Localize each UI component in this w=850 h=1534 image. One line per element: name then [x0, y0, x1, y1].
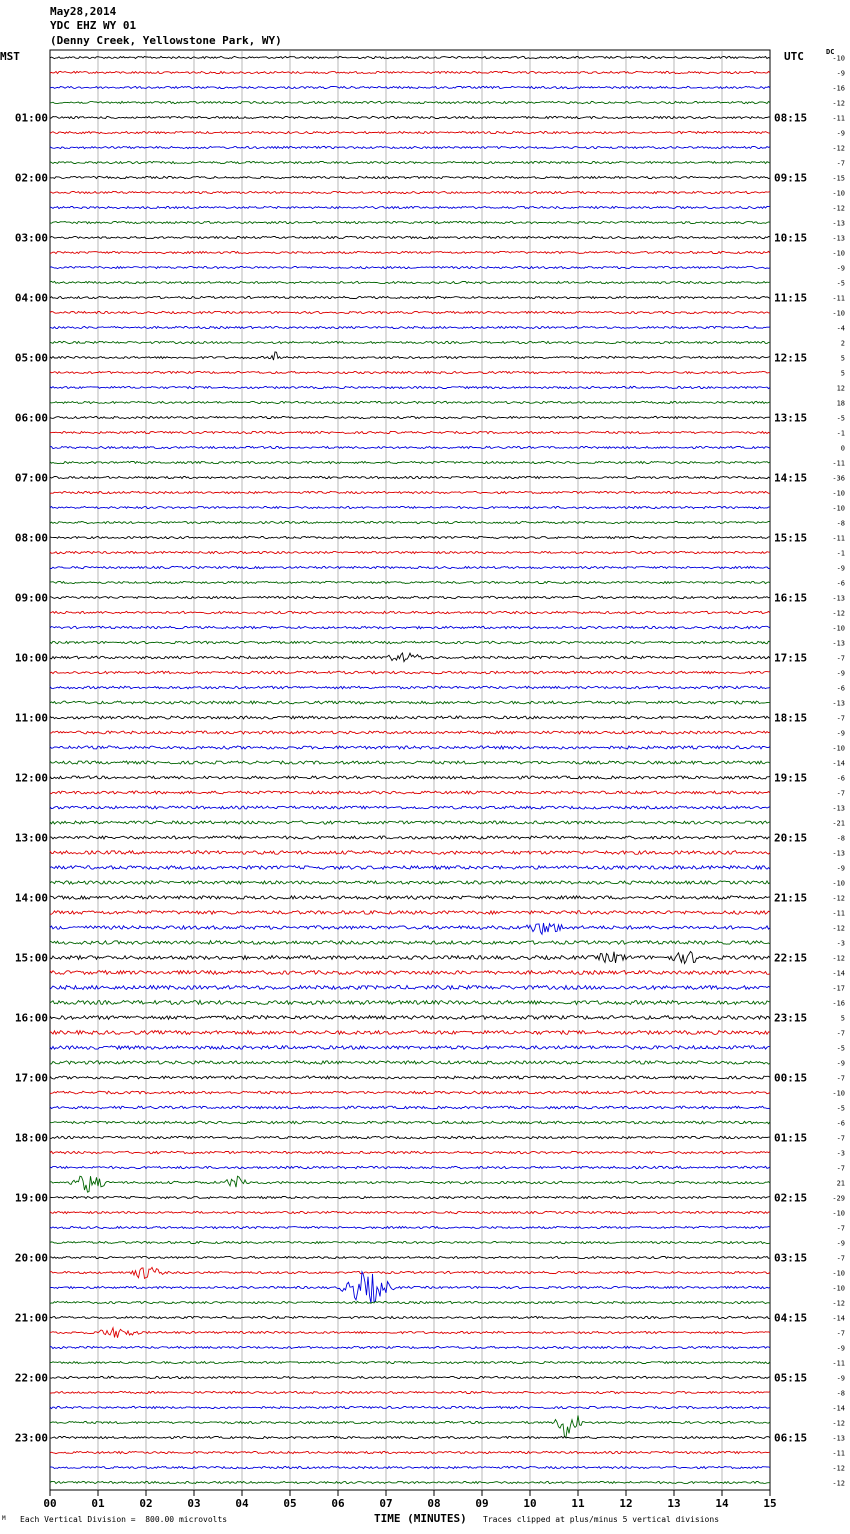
seismic-trace: [50, 671, 770, 674]
seismic-trace: [50, 1091, 770, 1094]
dc-offset-label: -13: [832, 594, 845, 603]
dc-offset-label: -5: [836, 1104, 845, 1113]
dc-offset-label: 5: [840, 354, 845, 363]
dc-offset-label: -12: [832, 924, 845, 933]
seismic-trace: [50, 851, 770, 855]
dc-offset-label: -17: [832, 984, 845, 993]
x-tick-label: 00: [43, 1497, 57, 1510]
seismic-trace: [50, 1272, 770, 1304]
x-tick-label: 03: [187, 1497, 201, 1510]
left-hour-label: 07:00: [14, 471, 48, 485]
x-axis-label: TIME (MINUTES): [374, 1512, 467, 1525]
right-hour-label: 20:15: [774, 831, 808, 845]
dc-offset-label: -11: [832, 534, 845, 543]
seismic-trace: [50, 1151, 770, 1153]
right-hour-label: 01:15: [774, 1131, 808, 1145]
seismic-trace: [50, 221, 770, 223]
dc-offset-label: -7: [836, 1134, 845, 1143]
left-timezone-label: MST: [0, 50, 20, 63]
seismic-trace: [50, 506, 770, 508]
dc-offset-label: -9: [836, 669, 845, 678]
x-tick-label: 15: [763, 1497, 777, 1510]
seismic-trace: [50, 401, 770, 403]
left-hour-label: 23:00: [14, 1431, 48, 1445]
dc-offset-label: -7: [836, 1164, 845, 1173]
dc-offset-label: -9: [836, 264, 845, 273]
seismic-trace: [50, 1256, 770, 1258]
left-hour-label: 04:00: [14, 291, 48, 305]
x-tick-label: 09: [475, 1497, 489, 1510]
seismic-trace: [50, 206, 770, 208]
dc-offset-label: -7: [836, 1224, 845, 1233]
clip-note: Traces clipped at plus/minus 5 vertical divisions: [483, 1515, 720, 1524]
dc-offset-label: -8: [836, 834, 845, 843]
dc-offset-label: -7: [836, 1029, 845, 1038]
seismic-trace: [50, 701, 770, 704]
seismic-trace: [50, 952, 770, 964]
dc-offset-label: -1: [836, 429, 845, 438]
dc-offset-label: -12: [832, 99, 845, 108]
dc-offset-label: -14: [832, 759, 845, 768]
dc-offset-label: 2: [840, 339, 845, 348]
right-hour-label: 15:15: [774, 531, 808, 545]
seismic-trace: [50, 101, 770, 103]
seismic-trace: [50, 626, 770, 628]
seismic-trace: [50, 281, 770, 283]
dc-offset-label: -11: [832, 1449, 845, 1458]
dc-offset-label: -10: [832, 624, 845, 633]
dc-offset-label: -12: [832, 609, 845, 618]
seismic-trace: [50, 521, 770, 523]
dc-offset-label: -13: [832, 699, 845, 708]
dc-offset-label: -11: [832, 1359, 845, 1368]
dc-label: DC: [826, 48, 835, 56]
x-tick-label: 12: [619, 1497, 633, 1510]
seismic-trace: [50, 686, 770, 689]
seismic-trace: [50, 1196, 770, 1198]
dc-offset-label: -15: [832, 174, 845, 183]
seismic-trace: [50, 491, 770, 493]
seismic-trace: [50, 866, 770, 870]
seismic-trace: [50, 146, 770, 148]
seismic-trace: [50, 1226, 770, 1228]
dc-offset-label: -12: [832, 204, 845, 213]
dc-offset-label: -14: [832, 1314, 845, 1323]
x-tick-label: 05: [283, 1497, 297, 1510]
seismic-trace: [50, 386, 770, 388]
seismic-trace: [50, 806, 770, 809]
seismic-trace: [50, 881, 770, 884]
seismic-trace: [50, 1466, 770, 1468]
right-hour-label: 17:15: [774, 651, 808, 665]
x-tick-label: 14: [715, 1497, 729, 1510]
dc-offset-label: -3: [836, 939, 845, 948]
seismic-trace: [50, 551, 770, 553]
seismic-trace: [50, 1046, 770, 1049]
left-hour-label: 18:00: [14, 1131, 48, 1145]
dc-offset-label: -7: [836, 1074, 845, 1083]
right-hour-label: 09:15: [774, 171, 808, 185]
dc-offset-label: -6: [836, 579, 845, 588]
left-hour-label: 08:00: [14, 531, 48, 545]
dc-offset-label: -12: [832, 1464, 845, 1473]
seismic-trace: [50, 1031, 770, 1035]
left-hour-label: 06:00: [14, 411, 48, 425]
right-hour-label: 14:15: [774, 471, 808, 485]
seismic-trace: [50, 416, 770, 418]
dc-offset-label: -11: [832, 114, 845, 123]
left-hour-label: 01:00: [14, 111, 48, 125]
seismic-trace: [50, 1121, 770, 1124]
header-station: YDC EHZ WY 01: [50, 19, 137, 32]
seismic-trace: [50, 1406, 770, 1408]
seismic-trace: [50, 1416, 770, 1438]
seismic-trace: [50, 461, 770, 463]
right-hour-label: 06:15: [774, 1431, 808, 1445]
dc-offset-label: -29: [832, 1194, 845, 1203]
seismic-trace: [50, 1316, 770, 1318]
seismic-trace: [50, 716, 770, 719]
seismic-trace: [50, 1376, 770, 1378]
dc-offset-label: -12: [832, 954, 845, 963]
seismic-trace: [50, 1301, 770, 1303]
left-hour-label: 19:00: [14, 1191, 48, 1205]
left-hour-label: 21:00: [14, 1311, 48, 1325]
dc-offset-label: -10: [832, 1269, 845, 1278]
dc-offset-label: -12: [832, 1419, 845, 1428]
dc-offset-label: -12: [832, 1299, 845, 1308]
dc-offset-label: -7: [836, 1254, 845, 1263]
dc-offset-label: -13: [832, 639, 845, 648]
seismic-trace: [50, 986, 770, 990]
seismic-trace: [50, 836, 770, 839]
right-hour-label: 08:15: [774, 111, 808, 125]
seismic-trace: [50, 476, 770, 478]
left-hour-label: 02:00: [14, 171, 48, 185]
header-date: May28,2014: [50, 5, 117, 18]
right-hour-label: 00:15: [774, 1071, 808, 1085]
seismic-trace: [50, 1361, 770, 1363]
right-hour-label: 13:15: [774, 411, 808, 425]
seismic-trace: [50, 71, 770, 73]
dc-offset-label: 5: [840, 1014, 845, 1023]
seismic-trace: [50, 1391, 770, 1393]
dc-offset-label: -10: [832, 1089, 845, 1098]
right-hour-label: 21:15: [774, 891, 808, 905]
dc-offset-label: -10: [832, 1284, 845, 1293]
dc-offset-label: -9: [836, 1344, 845, 1353]
dc-offset-label: -7: [836, 159, 845, 168]
dc-offset-label: -12: [832, 1479, 845, 1488]
seismic-trace: [50, 56, 770, 58]
left-hour-label: 10:00: [14, 651, 48, 665]
seismic-trace: [50, 641, 770, 643]
dc-offset-label: -6: [836, 774, 845, 783]
dc-offset-label: -10: [832, 189, 845, 198]
seismic-trace: [50, 176, 770, 178]
seismic-trace: [50, 821, 770, 824]
x-tick-label: 04: [235, 1497, 249, 1510]
right-timezone-label: UTC: [784, 50, 804, 63]
seismic-trace: [50, 596, 770, 598]
seismic-trace: [50, 266, 770, 268]
seismic-trace: [50, 116, 770, 118]
seismic-trace: [50, 352, 770, 360]
seismic-trace: [50, 971, 770, 975]
header-location: (Denny Creek, Yellowstone Park, WY): [50, 34, 282, 47]
left-hour-label: 05:00: [14, 351, 48, 365]
seismic-trace: [50, 1016, 770, 1020]
dc-offset-label: -8: [836, 519, 845, 528]
dc-offset-label: -10: [832, 489, 845, 498]
right-hour-label: 05:15: [774, 1371, 808, 1385]
left-hour-label: 16:00: [14, 1011, 48, 1025]
dc-offset-label: -9: [836, 1059, 845, 1068]
dc-offset-label: -9: [836, 564, 845, 573]
seismic-trace: [50, 896, 770, 899]
dc-offset-label: -10: [832, 504, 845, 513]
dc-offset-label: -36: [832, 474, 845, 483]
seismic-trace: [50, 131, 770, 133]
seismic-trace: [50, 731, 770, 734]
dc-offset-label: -7: [836, 1329, 845, 1338]
seismic-trace: [50, 251, 770, 253]
seismic-trace: [50, 1481, 770, 1483]
dc-offset-label: -12: [832, 144, 845, 153]
seismic-trace: [50, 1436, 770, 1438]
right-hour-label: 23:15: [774, 1011, 808, 1025]
right-hour-label: 11:15: [774, 291, 808, 305]
dc-offset-label: -9: [836, 129, 845, 138]
dc-offset-label: -13: [832, 1434, 845, 1443]
left-hour-label: 15:00: [14, 951, 48, 965]
right-hour-label: 03:15: [774, 1251, 808, 1265]
x-tick-label: 13: [667, 1497, 681, 1510]
dc-offset-label: -10: [832, 879, 845, 888]
dc-offset-label: 5: [840, 369, 845, 378]
x-tick-label: 11: [571, 1497, 585, 1510]
seismic-trace: [50, 1166, 770, 1168]
dc-offset-label: -7: [836, 654, 845, 663]
seismic-trace: [50, 653, 770, 662]
seismic-trace: [50, 1328, 770, 1338]
dc-offset-label: -10: [832, 249, 845, 258]
seismic-trace: [50, 566, 770, 568]
left-hour-label: 11:00: [14, 711, 48, 725]
seismic-trace: [50, 761, 770, 764]
dc-offset-label: -5: [836, 279, 845, 288]
dc-offset-label: -12: [832, 894, 845, 903]
right-hour-label: 04:15: [774, 1311, 808, 1325]
dc-offset-label: -9: [836, 1239, 845, 1248]
x-tick-label: 06: [331, 1497, 345, 1510]
seismic-trace: [50, 1076, 770, 1079]
dc-offset-label: 21: [836, 1179, 845, 1188]
dc-offset-label: -13: [832, 219, 845, 228]
dc-offset-label: -16: [832, 84, 845, 93]
right-hour-label: 12:15: [774, 351, 808, 365]
right-hour-label: 19:15: [774, 771, 808, 785]
x-tick-label: 01: [91, 1497, 105, 1510]
left-hour-label: 17:00: [14, 1071, 48, 1085]
seismic-trace: [50, 776, 770, 779]
dc-offset-label: -6: [836, 684, 845, 693]
seismic-trace: [50, 941, 770, 945]
seismic-trace: [50, 1346, 770, 1348]
dc-offset-label: -13: [832, 234, 845, 243]
dc-offset-label: -14: [832, 1404, 845, 1413]
dc-offset-label: -11: [832, 909, 845, 918]
dc-offset-label: -5: [836, 1044, 845, 1053]
dc-offset-label: -11: [832, 294, 845, 303]
x-tick-label: 02: [139, 1497, 153, 1510]
left-hour-label: 22:00: [14, 1371, 48, 1385]
left-hour-label: 09:00: [14, 591, 48, 605]
dc-offset-label: -1: [836, 549, 845, 558]
dc-offset-label: -9: [836, 864, 845, 873]
right-hour-label: 22:15: [774, 951, 808, 965]
dc-offset-label: -7: [836, 714, 845, 723]
seismic-trace: [50, 86, 770, 88]
scale-note: Each Vertical Division = 800.00 microvolts: [20, 1515, 228, 1524]
dc-offset-label: -10: [832, 54, 845, 63]
seismic-trace: [50, 1061, 770, 1064]
dc-offset-label: -8: [836, 1389, 845, 1398]
seismic-trace: [50, 341, 770, 343]
dc-offset-label: 0: [840, 444, 845, 453]
dc-offset-label: -21: [832, 819, 845, 828]
x-tick-label: 10: [523, 1497, 537, 1510]
dc-offset-label: -9: [836, 69, 845, 78]
seismic-trace: [50, 431, 770, 433]
seismic-trace: [50, 236, 770, 238]
dc-offset-label: 18: [836, 399, 845, 408]
x-tick-label: 08: [427, 1497, 441, 1510]
dc-offset-label: -5: [836, 414, 845, 423]
seismic-trace: [50, 611, 770, 613]
seismic-trace: [50, 1176, 770, 1192]
dc-offset-label: -14: [832, 969, 845, 978]
dc-offset-label: -10: [832, 1209, 845, 1218]
dc-offset-label: -9: [836, 729, 845, 738]
left-hour-label: 20:00: [14, 1251, 48, 1265]
dc-offset-label: -6: [836, 1119, 845, 1128]
seismic-trace: [50, 1106, 770, 1109]
right-hour-label: 16:15: [774, 591, 808, 605]
left-hour-label: 03:00: [14, 231, 48, 245]
seismic-trace: [50, 371, 770, 373]
dc-offset-label: 12: [836, 384, 845, 393]
seismic-trace: [50, 191, 770, 193]
right-hour-label: 10:15: [774, 231, 808, 245]
seismic-trace: [50, 311, 770, 313]
seismic-trace: [50, 1001, 770, 1005]
x-tick-label: 07: [379, 1497, 393, 1510]
seismic-trace: [50, 296, 770, 298]
dc-offset-label: -13: [832, 849, 845, 858]
seismic-trace: [50, 1267, 770, 1278]
seismic-trace: [50, 791, 770, 794]
seismic-trace: [50, 1136, 770, 1138]
mark-label: M: [2, 1515, 6, 1522]
right-hour-label: 02:15: [774, 1191, 808, 1205]
seismic-trace: [50, 536, 770, 538]
seismic-trace: [50, 161, 770, 163]
seismic-trace: [50, 1211, 770, 1213]
seismic-trace: [50, 746, 770, 749]
right-hour-label: 18:15: [774, 711, 808, 725]
left-hour-label: 12:00: [14, 771, 48, 785]
seismic-trace: [50, 1241, 770, 1243]
dc-offset-label: -10: [832, 309, 845, 318]
seismic-trace: [50, 923, 770, 934]
dc-offset-label: -4: [836, 324, 845, 333]
left-hour-label: 13:00: [14, 831, 48, 845]
seismic-trace: [50, 446, 770, 448]
dc-offset-label: -10: [832, 744, 845, 753]
seismic-trace: [50, 326, 770, 328]
seismic-trace: [50, 1451, 770, 1453]
seismic-trace: [50, 911, 770, 915]
dc-offset-label: -11: [832, 459, 845, 468]
dc-offset-label: -3: [836, 1149, 845, 1158]
left-hour-label: 14:00: [14, 891, 48, 905]
dc-offset-label: -7: [836, 789, 845, 798]
seismic-trace: [50, 581, 770, 583]
dc-offset-label: -13: [832, 804, 845, 813]
dc-offset-label: -9: [836, 1374, 845, 1383]
dc-offset-label: -16: [832, 999, 845, 1008]
